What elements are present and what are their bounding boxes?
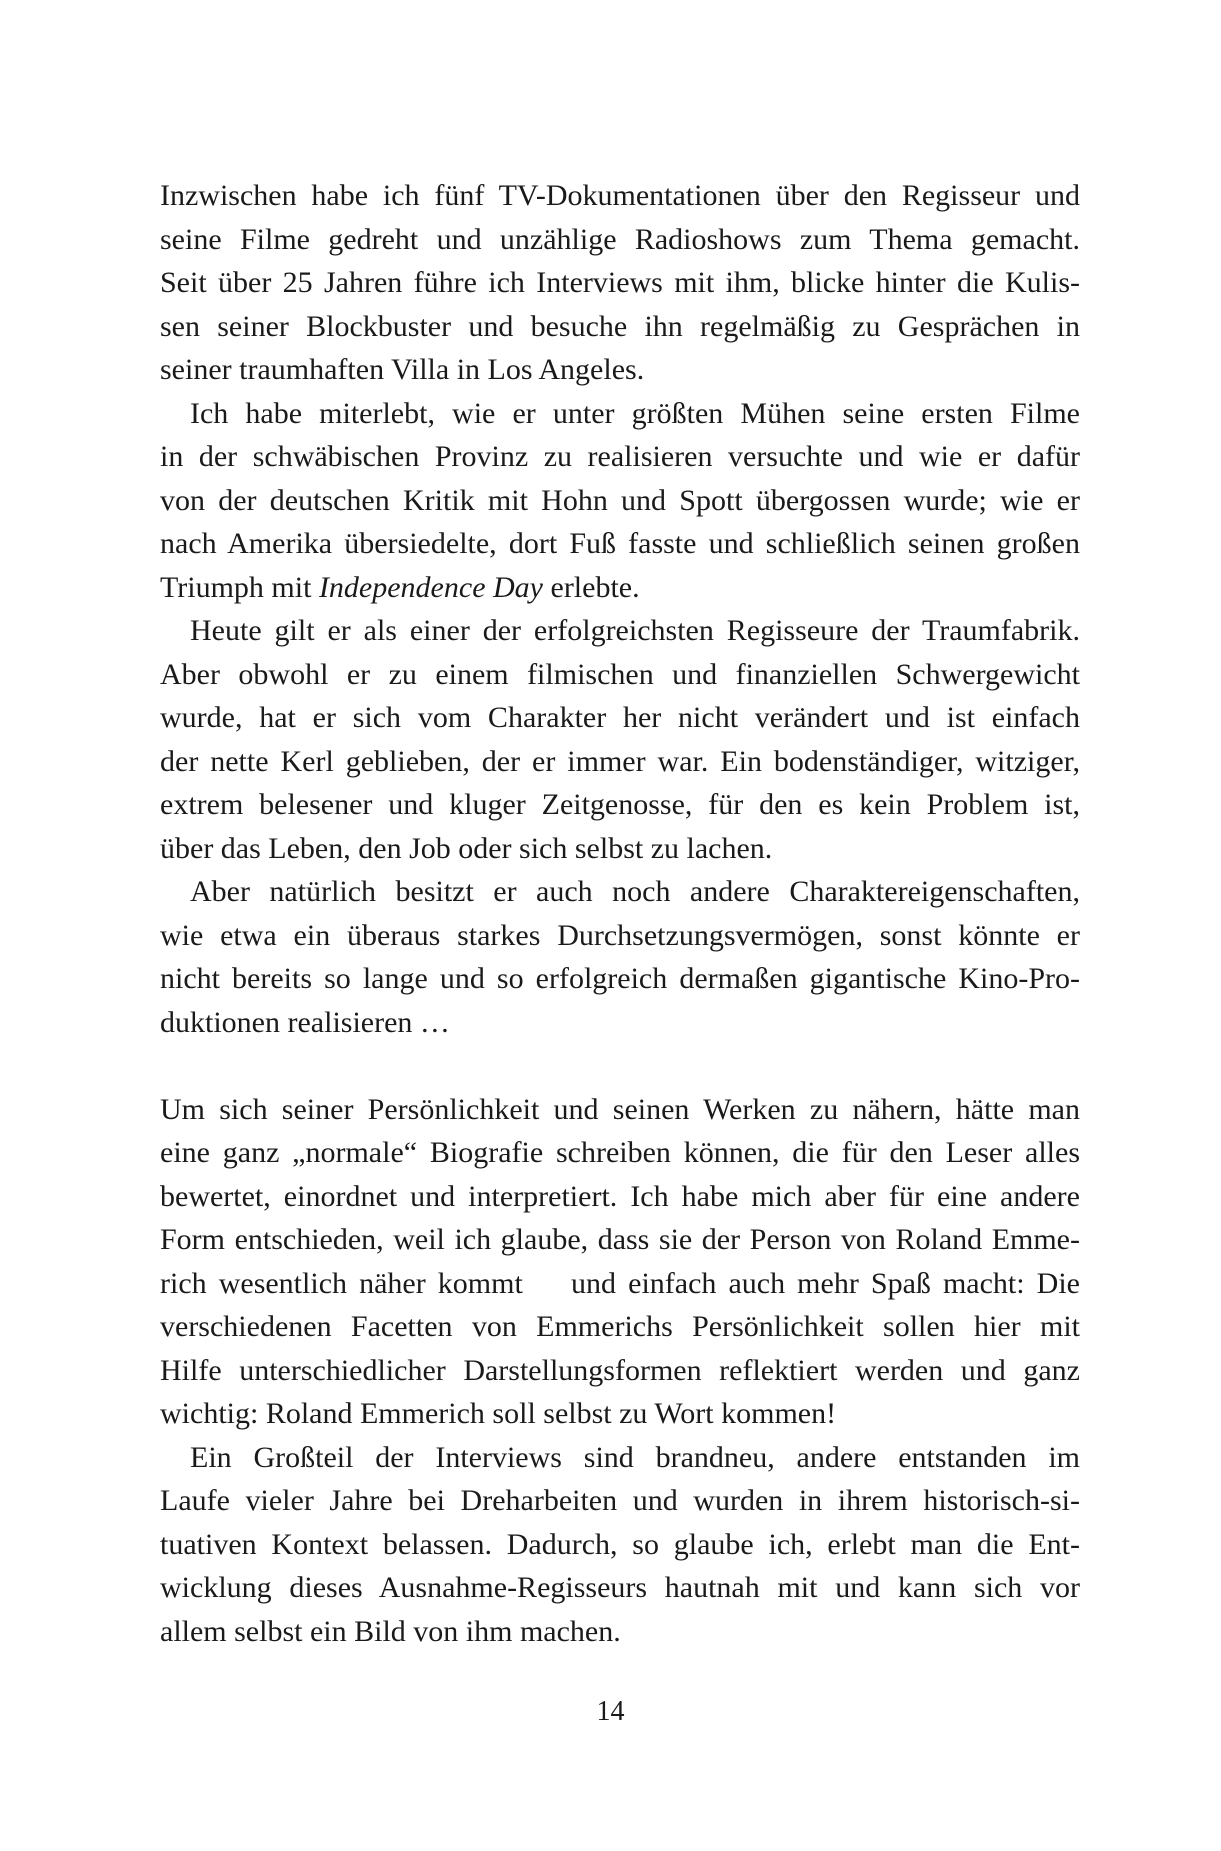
paragraph-6 [160,1436,1080,1654]
text-line: nach Amerika übersiedelte, dort Fuß fasste und schließlich seinen großen [160,527,1080,560]
text-line: extrem belesener und kluger Zeitgenosse, für den es kein Problem ist, [160,788,1080,821]
text-line: über das Leben, den Job oder sich selbst zu lachen. [160,831,773,865]
text-line: tuativen Kontext belassen. Dadurch, so glaube ich, erlebt man die Ent- [160,1527,1080,1561]
text-line: verschiedenen Facetten von Emmerichs Persönlichkeit sollen hier mit [160,1310,1080,1343]
body-text [160,174,1080,1653]
text-line: Hilfe unterschiedlicher Darstellungsformen reflektiert werden und ganz [160,1353,1080,1387]
text-line: eine ganz „normale“ Biografie schreiben können, die für den Leser alles [160,1136,1080,1169]
text-line: Laufe vieler Jahre bei Dreharbeiten und wurden in ihrem historisch-si- [160,1484,1080,1517]
text-line: Inzwischen habe ich fünf TV-Dokumentationen über den Regisseur und [160,179,1080,212]
text-line: seine Filme gedreht und unzählige Radioshows zum Thema gemacht. [160,222,1080,256]
paragraph-2 [160,392,1080,610]
text-line: nicht bereits so lange und so erfolgreich dermaßen gigantische Kino-Pro- [160,962,1080,995]
text-line: Aber obwohl er zu einem filmischen und finanziellen Schwergewicht [160,657,1080,691]
text-line: bewertet, einordnet und interpretiert. Ich habe mich aber für eine andere [160,1179,1080,1213]
text-line: wichtig: Roland Emmerich soll selbst zu Wort kommen! [160,1397,837,1430]
text-line: Aber natürlich besitzt er auch noch andere Charaktereigenschaften, [190,875,1080,908]
paragraph-5 [160,1088,1080,1436]
text-fragment: erlebte. [543,570,640,604]
text-line: Heute gilt er als einer der erfolgreichsten Regisseure der Traumfabrik. [190,614,1080,647]
text-line: Ich habe miterlebt, wie er unter größten Mühen seine ersten Filme [190,396,1080,430]
text-line: Ein Großteil der Interviews sind brandneu, andere entstanden im [190,1440,1080,1474]
text-line: in der schwäbischen Provinz zu realisieren versuchte und wie er dafür [160,440,1080,473]
text-fragment: Triumph mit [160,570,319,604]
text-line: duktionen realisieren … [160,1005,450,1039]
paragraph-1 [160,174,1080,392]
text-line: allem selbst ein Bild von ihm machen. [160,1614,621,1648]
film-title: Independence Day [318,570,543,604]
paragraph-4 [160,870,1080,1044]
text-line: rich wesentlich näher kommt und einfach auch mehr Spaß macht: Die [160,1266,1080,1300]
text-line: wicklung dieses Ausnahme-Regisseurs hautnah mit und kann sich vor [160,1571,1080,1604]
text-line: seiner traumhaften Villa in Los Angeles. [160,353,645,386]
text-line: Seit über 25 Jahren führe ich Interviews mit ihm, blicke hinter die Kulis- [160,266,1080,299]
text-line: Um sich seiner Persönlichkeit und seinen Werken zu nähern, hätte man [160,1092,1080,1126]
text-line: wurde, hat er sich vom Charakter her nicht verändert und ist einfach [160,701,1080,734]
text-line: von der deutschen Kritik mit Hohn und Spott übergossen wurde; wie er [160,483,1080,517]
text-line: Form entschieden, weil ich glaube, dass sie der Person von Roland Emme- [160,1223,1080,1256]
paragraph-3 [160,609,1080,870]
text-line: wie etwa ein überaus starkes Durchsetzungsvermögen, sonst könnte er [160,918,1080,952]
text-line: der nette Kerl geblieben, der er immer war. Ein bodenständiger, witziger, [160,744,1080,778]
text-line: sen seiner Blockbuster und besuche ihn regelmäßig zu Gesprächen in [160,309,1080,343]
text-line [160,566,1080,610]
page-number: 14 [596,1696,625,1727]
